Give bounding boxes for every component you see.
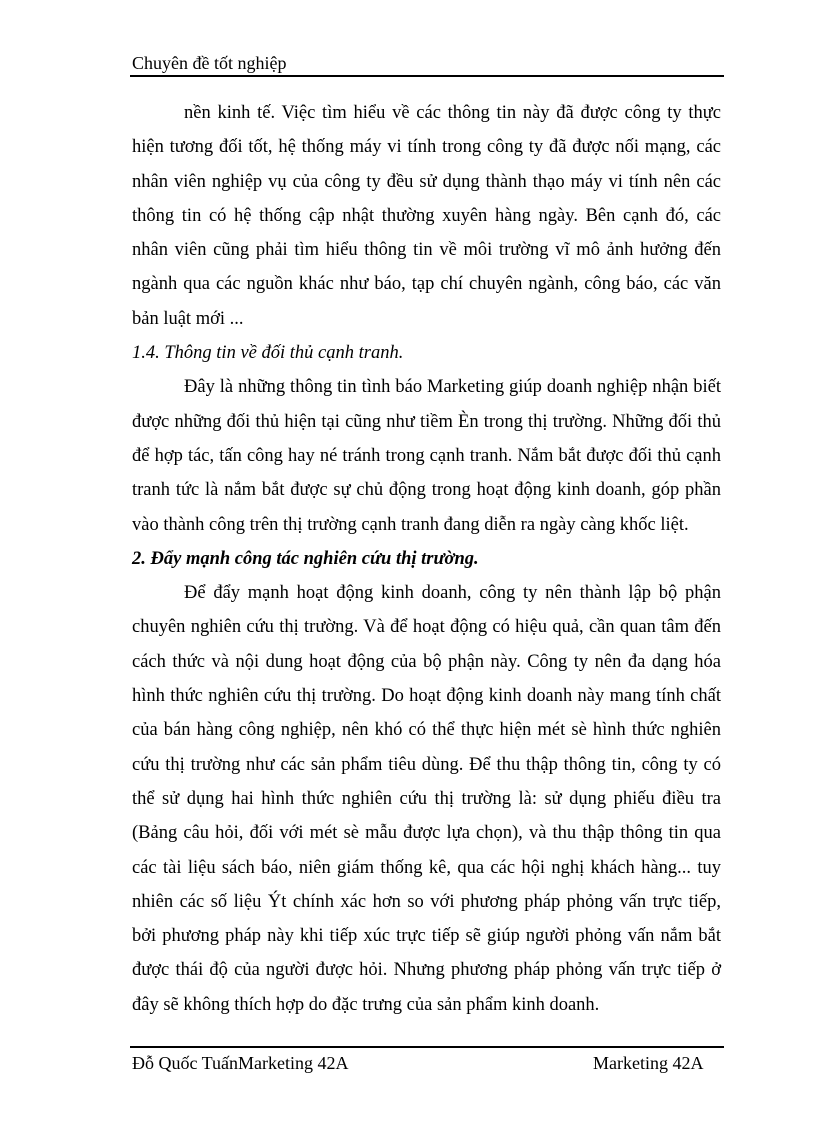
section-heading: 1.4. Thông tin về đối thủ cạnh tranh. [132, 343, 404, 364]
text-line: cứu thị trường như các sản phẩm tiêu dùng. Để thu thập thông tin, công ty có [132, 754, 721, 775]
text-line: bởi phương pháp này khi tiếp xúc trực tiếp sẽ giúp người phỏng vấn nắm bắt [132, 926, 721, 947]
text-line: ngành qua các nguồn khác như báo, tạp chí chuyên ngành, công báo, các văn [132, 274, 721, 295]
footer-author: Đỗ Quốc TuấnMarketing 42A [132, 1053, 349, 1073]
text-line: thể sử dụng hai hình thức nghiên cứu thị trường là: sử dụng phiếu điều tra [132, 788, 721, 809]
section-heading: 2. Đẩy mạnh công tác nghiên cứu thị trường. [132, 548, 479, 569]
text-line: nhân viên cũng phải tìm hiểu thông tin về môi trường vĩ mô ảnh hưởng đến [132, 240, 721, 261]
text-line: được thái độ của người được hỏi. Nhưng phương pháp phỏng vấn trực tiếp ở [132, 960, 721, 981]
text-line: chuyên nghiên cứu thị trường. Và để hoạt động có hiệu quả, cần quan tâm đến [132, 617, 721, 638]
text-line: của bán hàng công nghiệp, nên khó có thể thực hiện mét sè hình thức nghiên [132, 720, 721, 741]
text-line: các tài liệu sách báo, niên giám thống kê, qua các hội nghị khách hàng... tuy [132, 857, 721, 878]
text-line: bản luật mới ... [132, 308, 244, 329]
text-line: hình thức nghiên cứu thị trường. Do hoạt động kinh doanh này mang tính chất [132, 686, 721, 707]
text-line: đây sẽ không thích hợp do đặc trưng của sản phẩm kinh doanh. [132, 994, 600, 1015]
page-header-title: Chuyên đề tốt nghiệp [132, 53, 287, 73]
text-line: cách thức và nội dung hoạt động của bộ phận này. Công ty nên đa dạng hóa [132, 651, 721, 672]
text-line: nền kinh tế. Việc tìm hiểu về các thông tin này đã được công ty thực [184, 103, 721, 123]
document-body [132, 96, 721, 1022]
text-line: vào thành công trên thị trường cạnh tranh đang diễn ra ngày càng khốc liệt. [132, 514, 689, 535]
text-line: tranh tức là nắm bắt được sự chủ động trong hoạt động kinh doanh, góp phần [132, 480, 721, 501]
text-line: (Bảng câu hỏi, đối với mét sè mẫu được lựa chọn), và thu thập thông tin qua [132, 823, 721, 844]
text-line: để hợp tác, tấn công hay né tránh trong cạnh tranh. Nắm bắt được đối thủ cạnh [132, 445, 721, 466]
text-line: thông tin có hệ thống cập nhật thường xuyên hàng ngày. Bên cạnh đó, các [132, 205, 721, 226]
text-line: nhân viên nghiệp vụ của công ty đều sử dụng thành thạo máy vi tính nên các [132, 171, 721, 192]
text-line: Đây là những thông tin tình báo Marketing giúp doanh nghiệp nhận biết [184, 377, 721, 398]
text-line: được những đối thủ hiện tại cũng như tiềm Èn trong thị trường. Những đối thủ [132, 411, 721, 432]
text-line: Để đẩy mạnh hoạt động kinh doanh, công ty nên thành lập bộ phận [184, 583, 721, 604]
header-divider [130, 75, 724, 77]
text-line: hiện tương đối tốt, hệ thống máy vi tính trong công ty đã được nối mạng, các [132, 137, 721, 158]
footer-divider [130, 1046, 724, 1048]
footer-class: Marketing 42A [593, 1053, 704, 1073]
text-line: nhiên các số liệu Ýt chính xác hơn so với phương pháp phỏng vấn trực tiếp, [132, 891, 721, 912]
